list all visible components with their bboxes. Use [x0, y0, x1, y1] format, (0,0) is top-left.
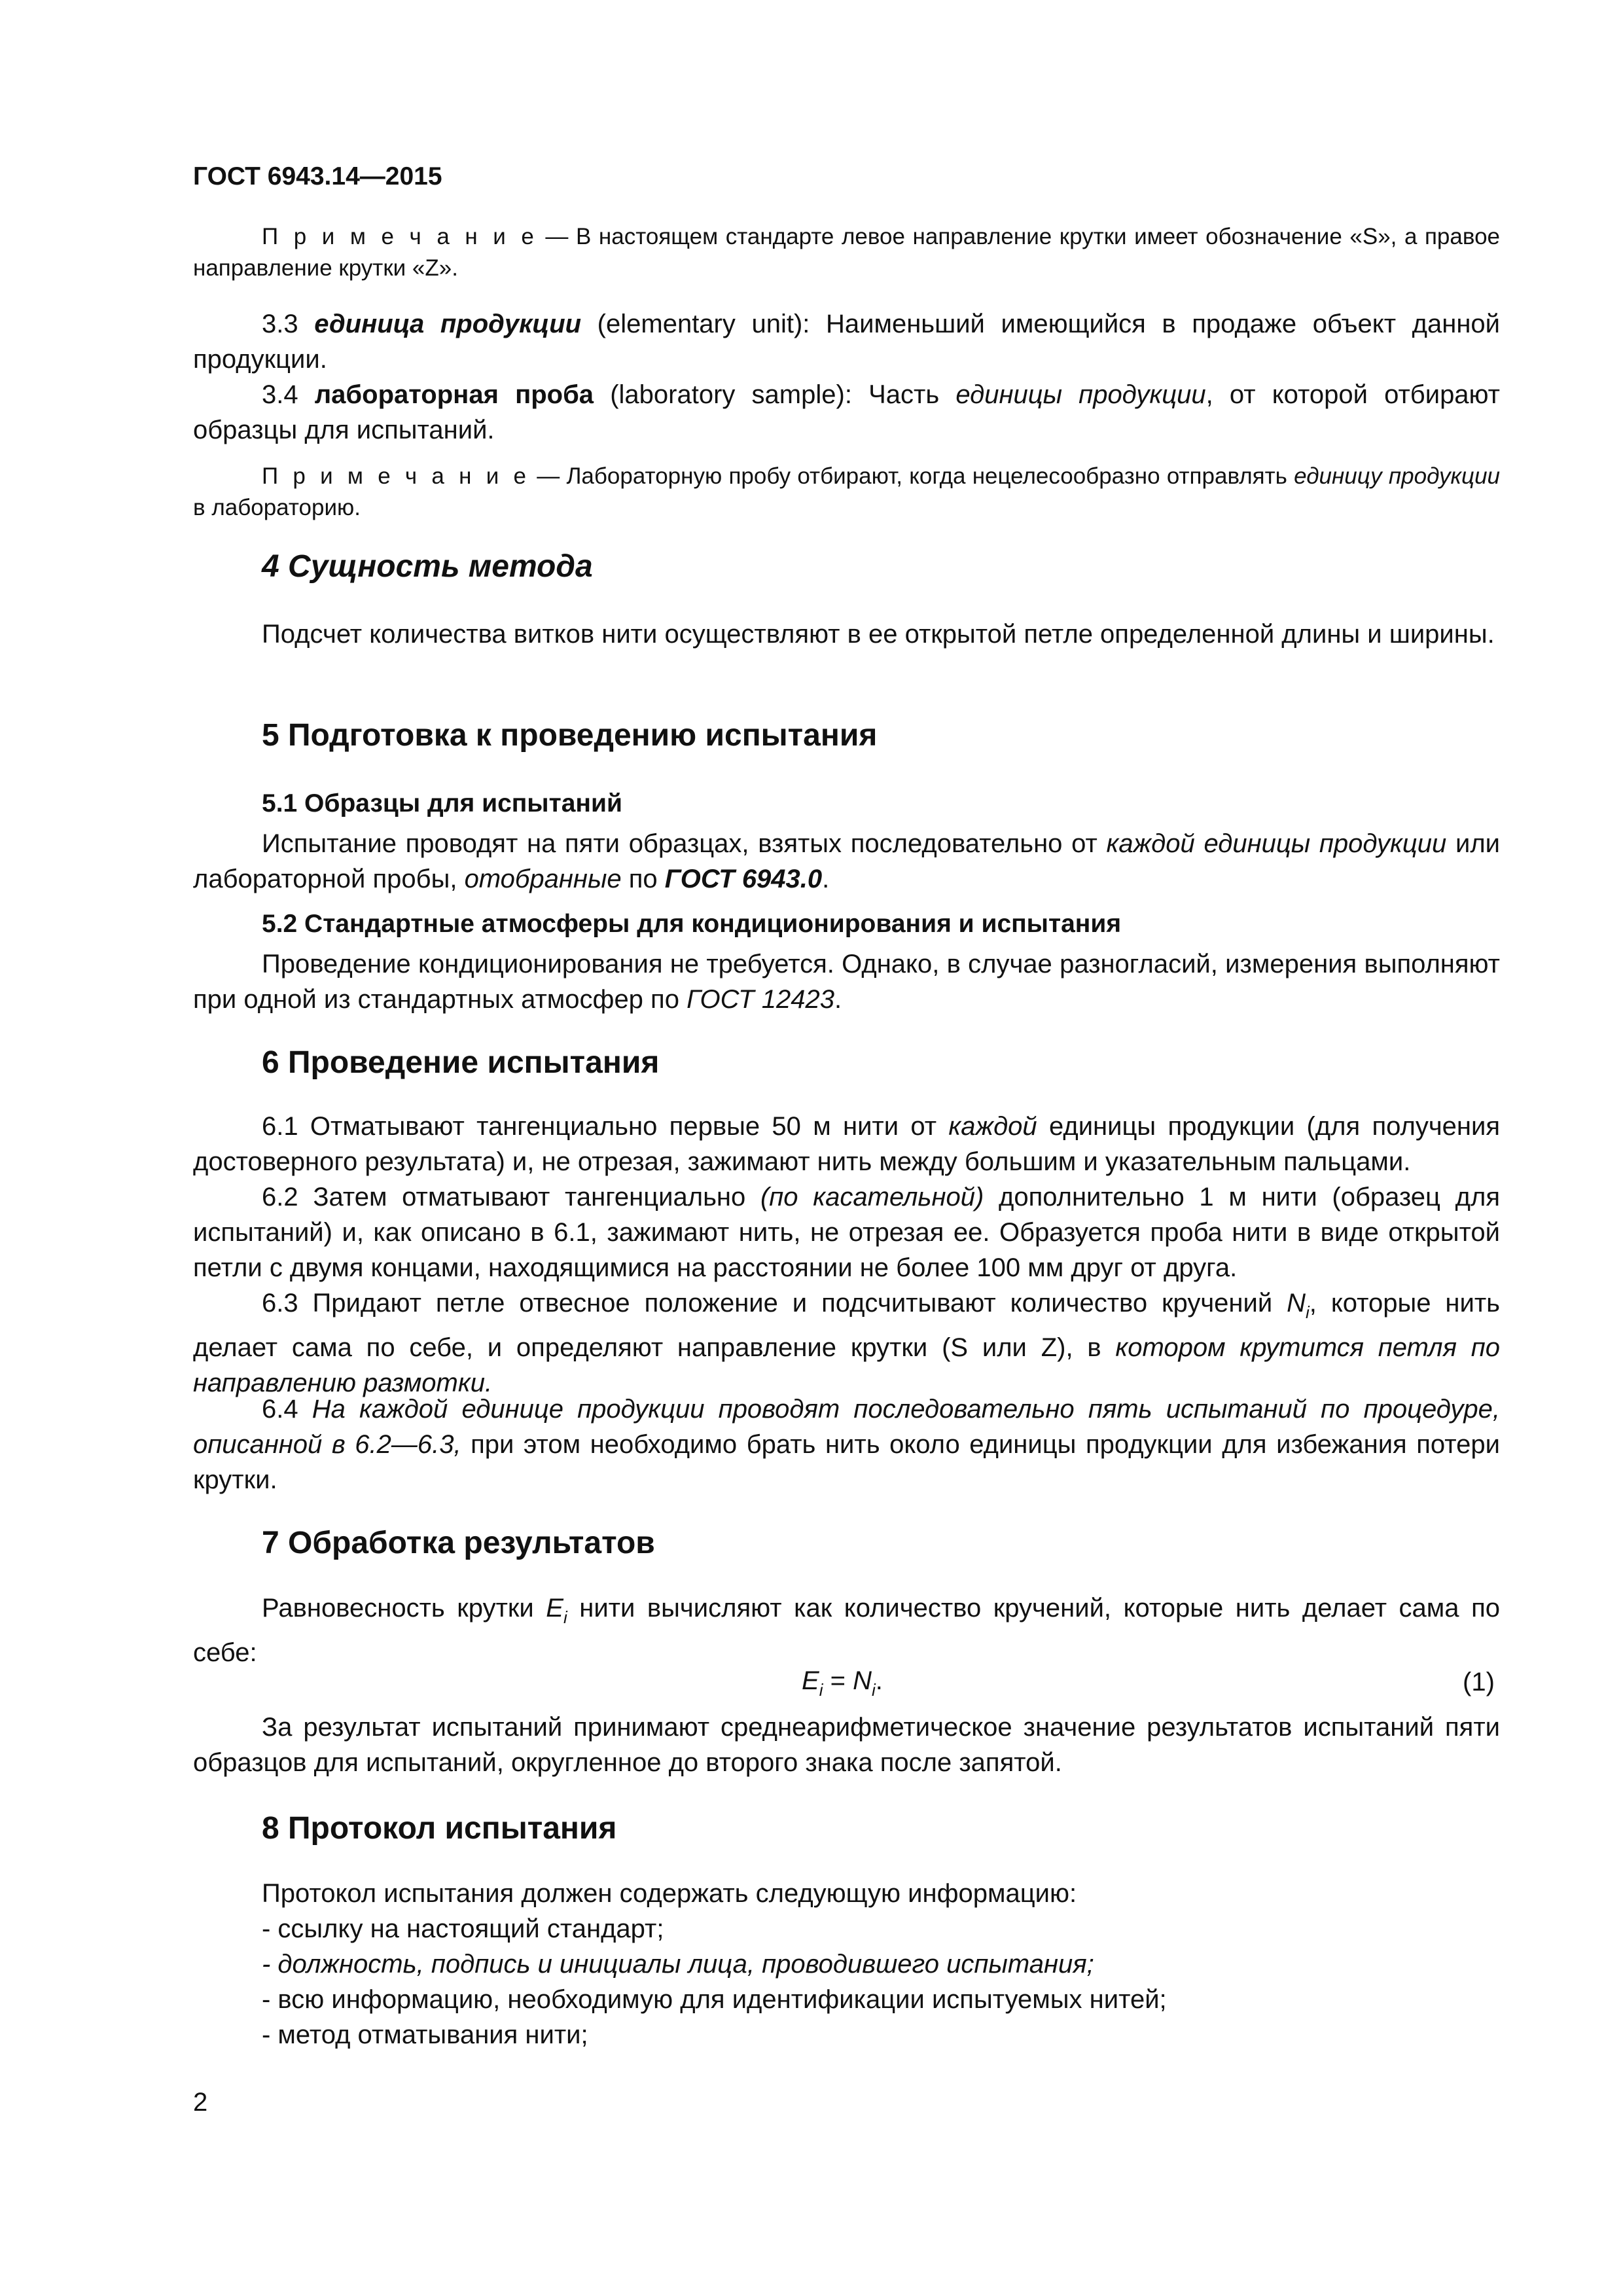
note-1 — [193, 221, 1500, 284]
term: лабораторная проба — [314, 380, 594, 409]
text: единицы продукции (для получения достоверного результата) и, не отрезая, зажимают нить между большим и указательным пальцами. — [193, 1112, 1500, 1176]
text: дополнительно 1 м нити (образец для испытаний) и, как описано в 6.1, зажимают нить, не отрезая ее. Образуется проба нити в виде открытой петли с двумя концами, находящимися на расстоянии не более 100 мм друг от друга. — [193, 1183, 1500, 1282]
note-text: — В настоящем стандарте левое направление крутки имеет обозначение «S», а правое направление крутки «Z». — [193, 224, 1500, 281]
definition: (elementary unit): Наименьший имеющийся в продаже объект данной продукции. — [193, 310, 1500, 374]
text: Проведение кондиционирования не требуется. Однако, в случае разногласий, измерения выполняют при одной из стандартных атмосфер по — [193, 950, 1500, 1014]
italic-ref: единицы продукции — [955, 380, 1206, 409]
term: единица продукции — [314, 310, 582, 338]
section-8-intro: Протокол испытания должен содержать следующую информацию: — [262, 1879, 1077, 1908]
text: . — [834, 985, 842, 1014]
formula-lhs: E — [802, 1666, 819, 1695]
paragraph-6-4 — [193, 1391, 1500, 1498]
clause-number: 3.4 — [262, 380, 315, 409]
text: (laboratory sample): Часть — [594, 380, 956, 409]
note-label: П р и м е ч а н и е — [262, 224, 538, 249]
text: , которые нить делает сама по себе, и определяют направление крутки (S или Z), в — [193, 1289, 1501, 1362]
italic-text: На каждой единице продукции проводят последовательно пять испытаний по процедуре, описанной в 6.2—6.3, — [193, 1395, 1501, 1459]
text: Равновесность крутки — [262, 1594, 546, 1623]
note-label: П р и м е ч а н и е — [262, 463, 530, 489]
text: 6.2 Затем отматывают тангенциально — [262, 1183, 760, 1211]
italic-text: отобранные — [464, 865, 622, 893]
italic-ref: единицу продукции — [1294, 463, 1500, 489]
text: 6.4 — [262, 1395, 312, 1424]
text: по — [621, 865, 665, 893]
text: — Лабораторную пробу отбирают, когда нецелесообразно отправлять — [529, 463, 1294, 489]
paragraph-3-3 — [193, 306, 1500, 377]
page-number: 2 — [193, 2088, 208, 2117]
formula-rhs-subscript: i — [871, 1680, 876, 1700]
paragraph-6-3 — [193, 1285, 1500, 1401]
text: или лабораторной пробы, — [193, 829, 1501, 893]
paragraph-3-4 — [193, 377, 1500, 448]
text: 6.1 Отматывают тангенциально первые 50 м нити от — [262, 1112, 949, 1141]
list-item: - ссылку на настоящий стандарт; — [262, 1914, 664, 1943]
text: Испытание проводят на пяти образцах, взятых последовательно от — [262, 829, 1107, 858]
text: нити вычисляют как количество кручений, которые нить делает сама по себе: — [193, 1594, 1500, 1667]
subscript: i — [1306, 1302, 1310, 1322]
formula-lhs-subscript: i — [819, 1680, 823, 1700]
section-7-paragraph-1 — [193, 1590, 1500, 1670]
subscript: i — [563, 1607, 567, 1627]
formula-1 — [802, 1666, 883, 1700]
section-7-title: 7 Обработка результатов — [262, 1526, 655, 1560]
section-4-title: 4 Сущность метода — [262, 549, 593, 584]
list-item: - должность, подпись и инициалы лица, проводившего испытания; — [262, 1950, 1094, 1979]
formula-equals: = — [823, 1666, 853, 1695]
formula-rhs: N — [853, 1666, 872, 1695]
section-6-title: 6 Проведение испытания — [262, 1045, 660, 1080]
italic-text: каждой единицы продукции — [1106, 829, 1447, 858]
document-header: ГОСТ 6943.14—2015 — [193, 162, 442, 190]
section-4-text: Подсчет количества витков нити осуществляют в ее открытой петле определенной длины и ширины. — [262, 620, 1495, 649]
standard-ref: ГОСТ 6943.0 — [664, 865, 823, 893]
subsection-5-2-title: 5.2 Стандартные атмосферы для кондиционирования и испытания — [262, 910, 1122, 938]
text: 6.3 Придают петле отвесное положение и подсчитывают количество кручений — [262, 1289, 1287, 1318]
text: . — [822, 865, 830, 893]
section-8-title: 8 Протокол испытания — [262, 1811, 617, 1846]
text: , от которой отбирают образцы для испытаний. — [193, 380, 1500, 444]
formula-end: . — [875, 1666, 883, 1695]
section-5-title: 5 Подготовка к проведению испытания — [262, 718, 878, 753]
symbol: E — [546, 1594, 563, 1623]
italic-text: каждой — [948, 1112, 1037, 1141]
section-7-paragraph-2: За результат испытаний принимают среднеарифметическое значение результатов испытаний пяти образцов для испытаний, округленное до второго знака после запятой. — [193, 1713, 1500, 1777]
formula-number: (1) — [1463, 1668, 1495, 1696]
subsection-5-1-title: 5.1 Образцы для испытаний — [262, 789, 622, 817]
text: при этом необходимо брать нить около единицы продукции для избежания потери крутки. — [193, 1430, 1500, 1494]
paragraph-5-1 — [193, 826, 1500, 897]
list-item: - всю информацию, необходимую для идентификации испытуемых нитей; — [262, 1985, 1167, 2014]
paragraph-6-1 — [193, 1109, 1500, 1179]
italic-text: (по касательной) — [760, 1183, 984, 1211]
paragraph-6-2 — [193, 1179, 1500, 1285]
standard-ref: ГОСТ 12423 — [687, 985, 834, 1014]
paragraph-5-2 — [193, 946, 1500, 1017]
symbol: N — [1287, 1289, 1306, 1318]
list-item: - метод отматывания нити; — [262, 2020, 588, 2049]
clause-number: 3.3 — [262, 310, 315, 338]
italic-text: котором крутится петля по направлению размотки. — [193, 1333, 1501, 1397]
text: в лабораторию. — [193, 495, 361, 520]
note-2 — [193, 461, 1500, 524]
